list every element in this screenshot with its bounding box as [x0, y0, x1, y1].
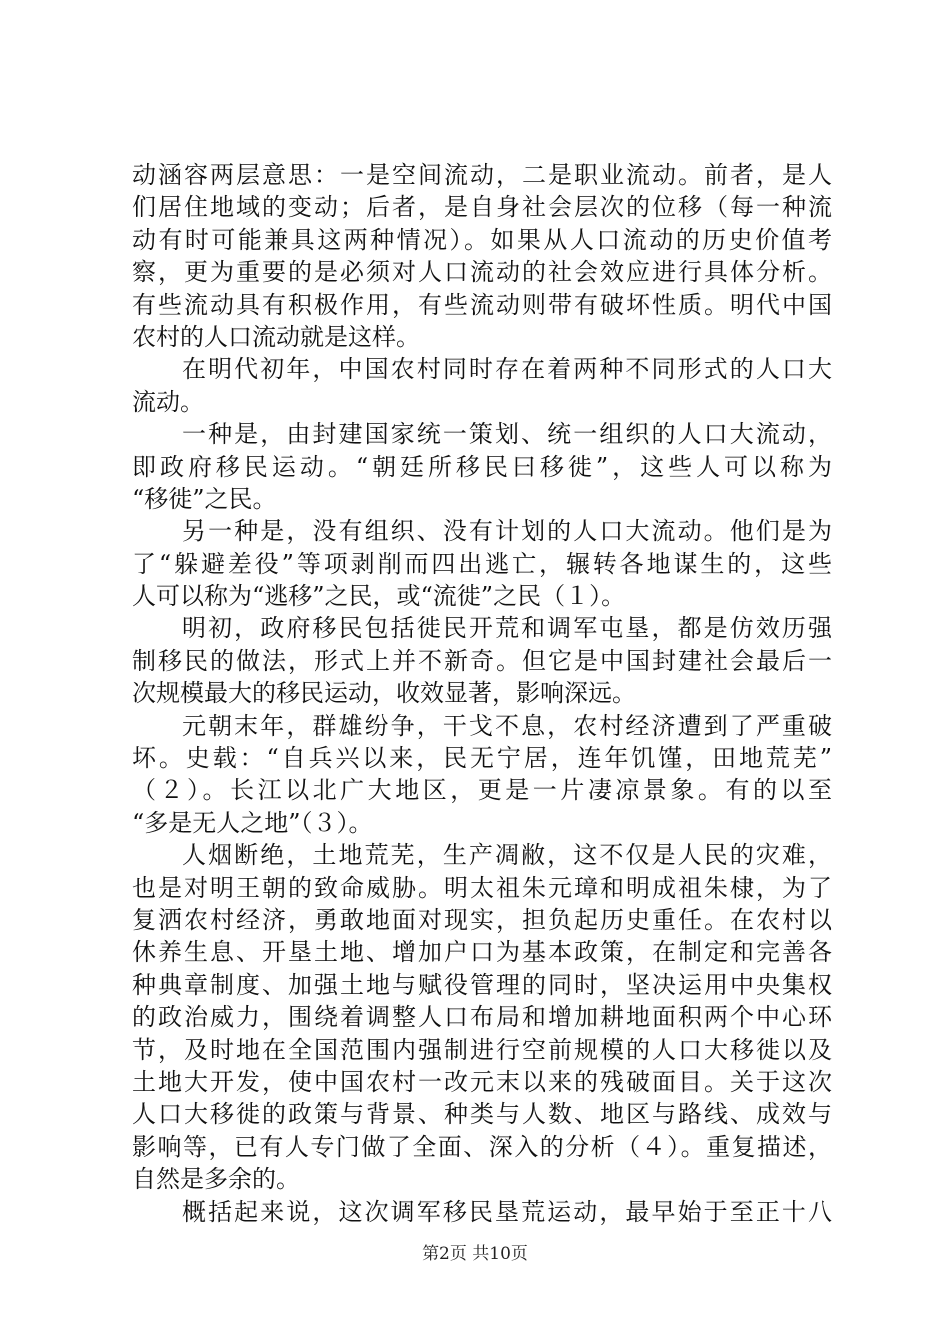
page-number-label: 第2页 共10页 — [422, 1244, 528, 1264]
text-line: 元朝末年，群雄纷争，干戈不息，农村经济遭到了严重破 — [182, 711, 832, 740]
text-line: 一种是，由封建国家统一策划、统一组织的人口大流动， — [182, 420, 832, 449]
text-line: 人可以称为“逃移”之民，或“流徙”之民（１）。 — [132, 582, 626, 611]
text-line: 农村的人口流动就是这样。 — [132, 322, 420, 351]
text-line: 影响等，已有人专门做了全面、深入的分析（４）。重复描述， — [132, 1132, 832, 1161]
text-line: 了“躲避差役”等项剥削而四出逃亡，辗转各地谋生的，这些 — [132, 549, 832, 578]
text-line: 另一种是，没有组织、没有计划的人口大流动。他们是为 — [182, 517, 832, 546]
text-line: 自然是多余的。 — [132, 1165, 300, 1194]
text-line: 坏。史载：“自兵兴以来，民无宁居，连年饥馑，田地荒芜” — [132, 744, 832, 773]
text-line: 明初，政府移民包括徙民开荒和调军屯垦，都是仿效历强 — [182, 614, 832, 643]
text-line: 土地大开发，使中国农村一改元末以来的残破面目。关于这次 — [132, 1067, 832, 1096]
text-line: 有些流动具有积极作用，有些流动则带有破坏性质。明代中国 — [132, 290, 832, 319]
text-line: 概括起来说，这次调军移民垦荒运动，最早始于至正十八 — [182, 1197, 832, 1226]
text-line: 制移民的做法，形式上并不新奇。但它是中国封建社会最后一 — [132, 646, 832, 675]
text-line: 人口大移徙的政策与背景、种类与人数、地区与路线、成效与 — [132, 1100, 832, 1129]
text-line: 在明代初年，中国农村同时存在着两种不同形式的人口大 — [182, 355, 832, 384]
text-line: 休养生息、开垦土地、增加户口为基本政策，在制定和完善各 — [132, 938, 832, 967]
text-line: 察，更为重要的是必须对人口流动的社会效应进行具体分析。 — [132, 258, 832, 287]
text-line: 人烟断绝，土地荒芜，生产凋敝，这不仅是人民的灾难， — [182, 841, 832, 870]
text-line: 种典章制度、加强土地与赋役管理的同时，坚决运用中央集权 — [132, 970, 832, 999]
text-line: 动涵容两层意思：一是空间流动，二是职业流动。前者，是人 — [132, 161, 832, 189]
text-line: 次规模最大的移民运动，收效显著，影响深远。 — [132, 679, 636, 708]
text-line: 即政府移民运动。“朝廷所移民曰移徙”，这些人可以称为 — [132, 452, 832, 481]
body-text — [132, 159, 832, 1228]
text-line: （２）。长江以北广大地区，更是一片凄凉景象。有的以至 — [132, 776, 832, 805]
text-line: 的政治威力，围绕着调整人口布局和增加耕地面积两个中心环 — [132, 1003, 832, 1032]
text-line: 动有时可能兼具这两种情况）。如果从人口流动的历史价值考 — [132, 225, 832, 254]
page-footer — [0, 1244, 950, 1264]
text-line: “移徙”之民。 — [132, 484, 277, 513]
text-line: 们居住地域的变动；后者，是自身社会层次的位移（每一种流 — [132, 193, 832, 222]
text-line: 也是对明王朝的致命威胁。明太祖朱元璋和明成祖朱棣，为了 — [132, 873, 832, 902]
text-line: 节，及时地在全国范围内强制进行空前规模的人口大移徙以及 — [132, 1035, 832, 1064]
text-line: 复洒农村经济，勇敢地面对现实，担负起历史重任。在农村以 — [132, 905, 832, 934]
text-line: 流动。 — [132, 387, 204, 416]
text-line: “多是无人之地”（３）。 — [132, 808, 373, 837]
